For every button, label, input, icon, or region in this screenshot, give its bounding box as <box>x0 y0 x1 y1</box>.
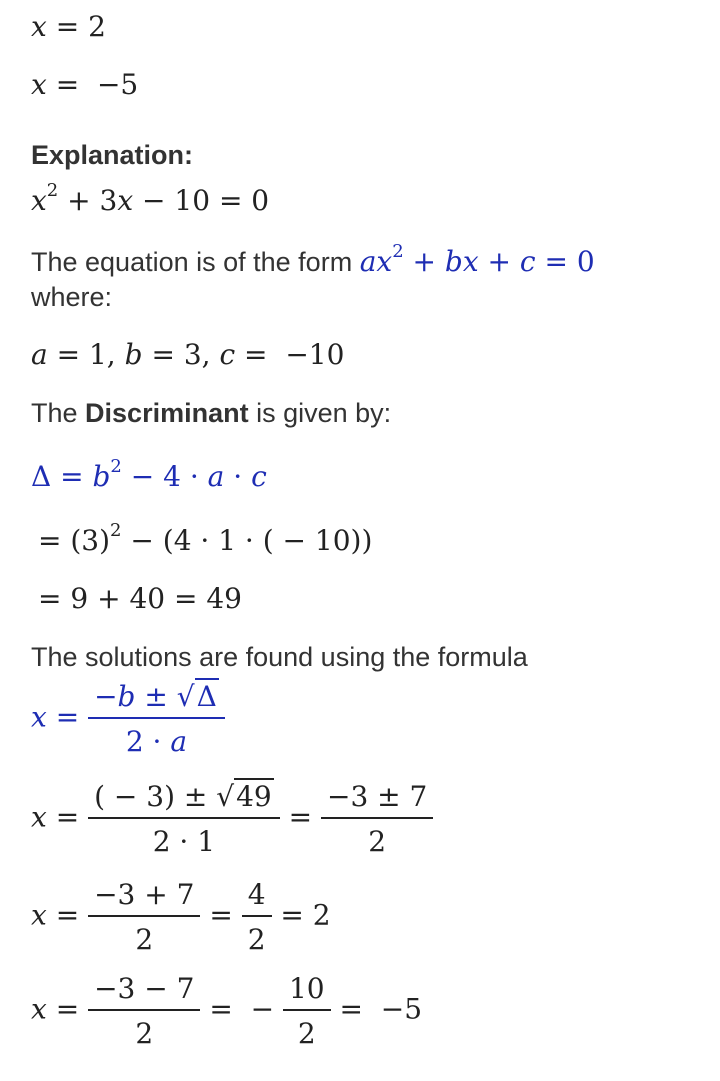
general-form: $ax^2$ + bx + c = 0 <box>359 241 595 278</box>
solution-plus: x = $\frac{-3 + 7}{2}$ = $\frac{4}{2}$ = 2 <box>31 878 331 956</box>
disc-prefix: The <box>31 398 86 428</box>
answer-x1: x = 2 <box>31 10 106 43</box>
discriminant-step-3: = 9 + 40 = 49 <box>38 582 242 615</box>
solution-minus: x = $\frac{-3 - 7}{2}$ = − $\frac{10}{2}$ = −5 <box>31 972 423 1050</box>
form-prefix: The equation is of the form <box>31 247 353 277</box>
substitution-line: x = $\frac{( - 3) \pm √49}{2 \cdot 1}$ = $\frac{-3 \pm 7}{2}$ <box>31 780 433 858</box>
discriminant-sentence <box>31 398 391 429</box>
coefficients-line: a = 1, b = 3, c = −10 <box>31 338 345 371</box>
discriminant-step-2: = $(3)^2 - (4 \cdot 1$ · ( − 10)) <box>38 520 373 557</box>
substitution-fraction: $\frac{( - 3) \pm √49}{2 \cdot 1}$ <box>88 780 280 858</box>
answer-x2-value: −5 <box>96 68 139 101</box>
quadratic-formula: x = $\frac{-b \pm √\Delta}{2 \cdot a}$ <box>31 680 225 758</box>
simplified-fraction <box>321 780 433 858</box>
plus-fraction <box>88 878 200 956</box>
quadratic-equation: $x^2 + 3x - 10 = 0$ <box>31 180 270 217</box>
minus-den: 2 <box>88 1009 200 1050</box>
where-label: where: <box>31 282 113 312</box>
disc-bold: Discriminant <box>85 398 249 428</box>
answer-x1-value: 2 <box>88 10 106 43</box>
minus-mid-num: 10 <box>288 972 325 1005</box>
answer-x2: x = −5 <box>31 68 139 101</box>
plus-mid-fraction <box>242 878 272 956</box>
plus-result: 2 <box>312 898 331 932</box>
eq-coef-b: 3 <box>99 184 118 217</box>
eq-coef-c: 10 <box>174 184 211 217</box>
sub-den: 2 · 1 <box>88 817 280 858</box>
disc-step2-square: (3) <box>70 524 111 557</box>
simp-num: −3 ± 7 <box>327 780 428 813</box>
sub-radicand: 49 <box>236 780 272 813</box>
plus-den: 2 <box>88 915 200 956</box>
coef-a: 1 <box>88 338 107 371</box>
coef-c: −10 <box>285 338 345 371</box>
plus-mid-den: 2 <box>242 915 272 956</box>
coef-b: 3 <box>183 338 202 371</box>
disc-suffix: is given by: <box>248 398 392 428</box>
disc-step2-rest: (4 · 1 · ( − 10)) <box>162 524 373 557</box>
minus-mid-fraction <box>283 972 331 1050</box>
simp-den: 2 <box>321 817 433 858</box>
quadratic-formula-fraction: $\frac{-b \pm √\Delta}{2 \cdot a}$ <box>88 680 225 758</box>
explanation-heading: Explanation: <box>31 140 194 170</box>
minus-mid-den: 2 <box>283 1009 331 1050</box>
form-line <box>31 241 595 278</box>
discriminant-formula: $\Delta = b^2 - 4 \cdot a \cdot c$ <box>31 456 267 493</box>
sub-num: ( − 3) ± <box>94 780 217 813</box>
minus-fraction <box>88 972 200 1050</box>
plus-num: −3 + 7 <box>94 878 195 911</box>
plus-mid-num: 4 <box>247 878 266 911</box>
minus-result: −5 <box>380 992 423 1026</box>
formula-sentence: The solutions are found using the formula <box>31 642 528 672</box>
minus-num: −3 − 7 <box>94 972 195 1005</box>
